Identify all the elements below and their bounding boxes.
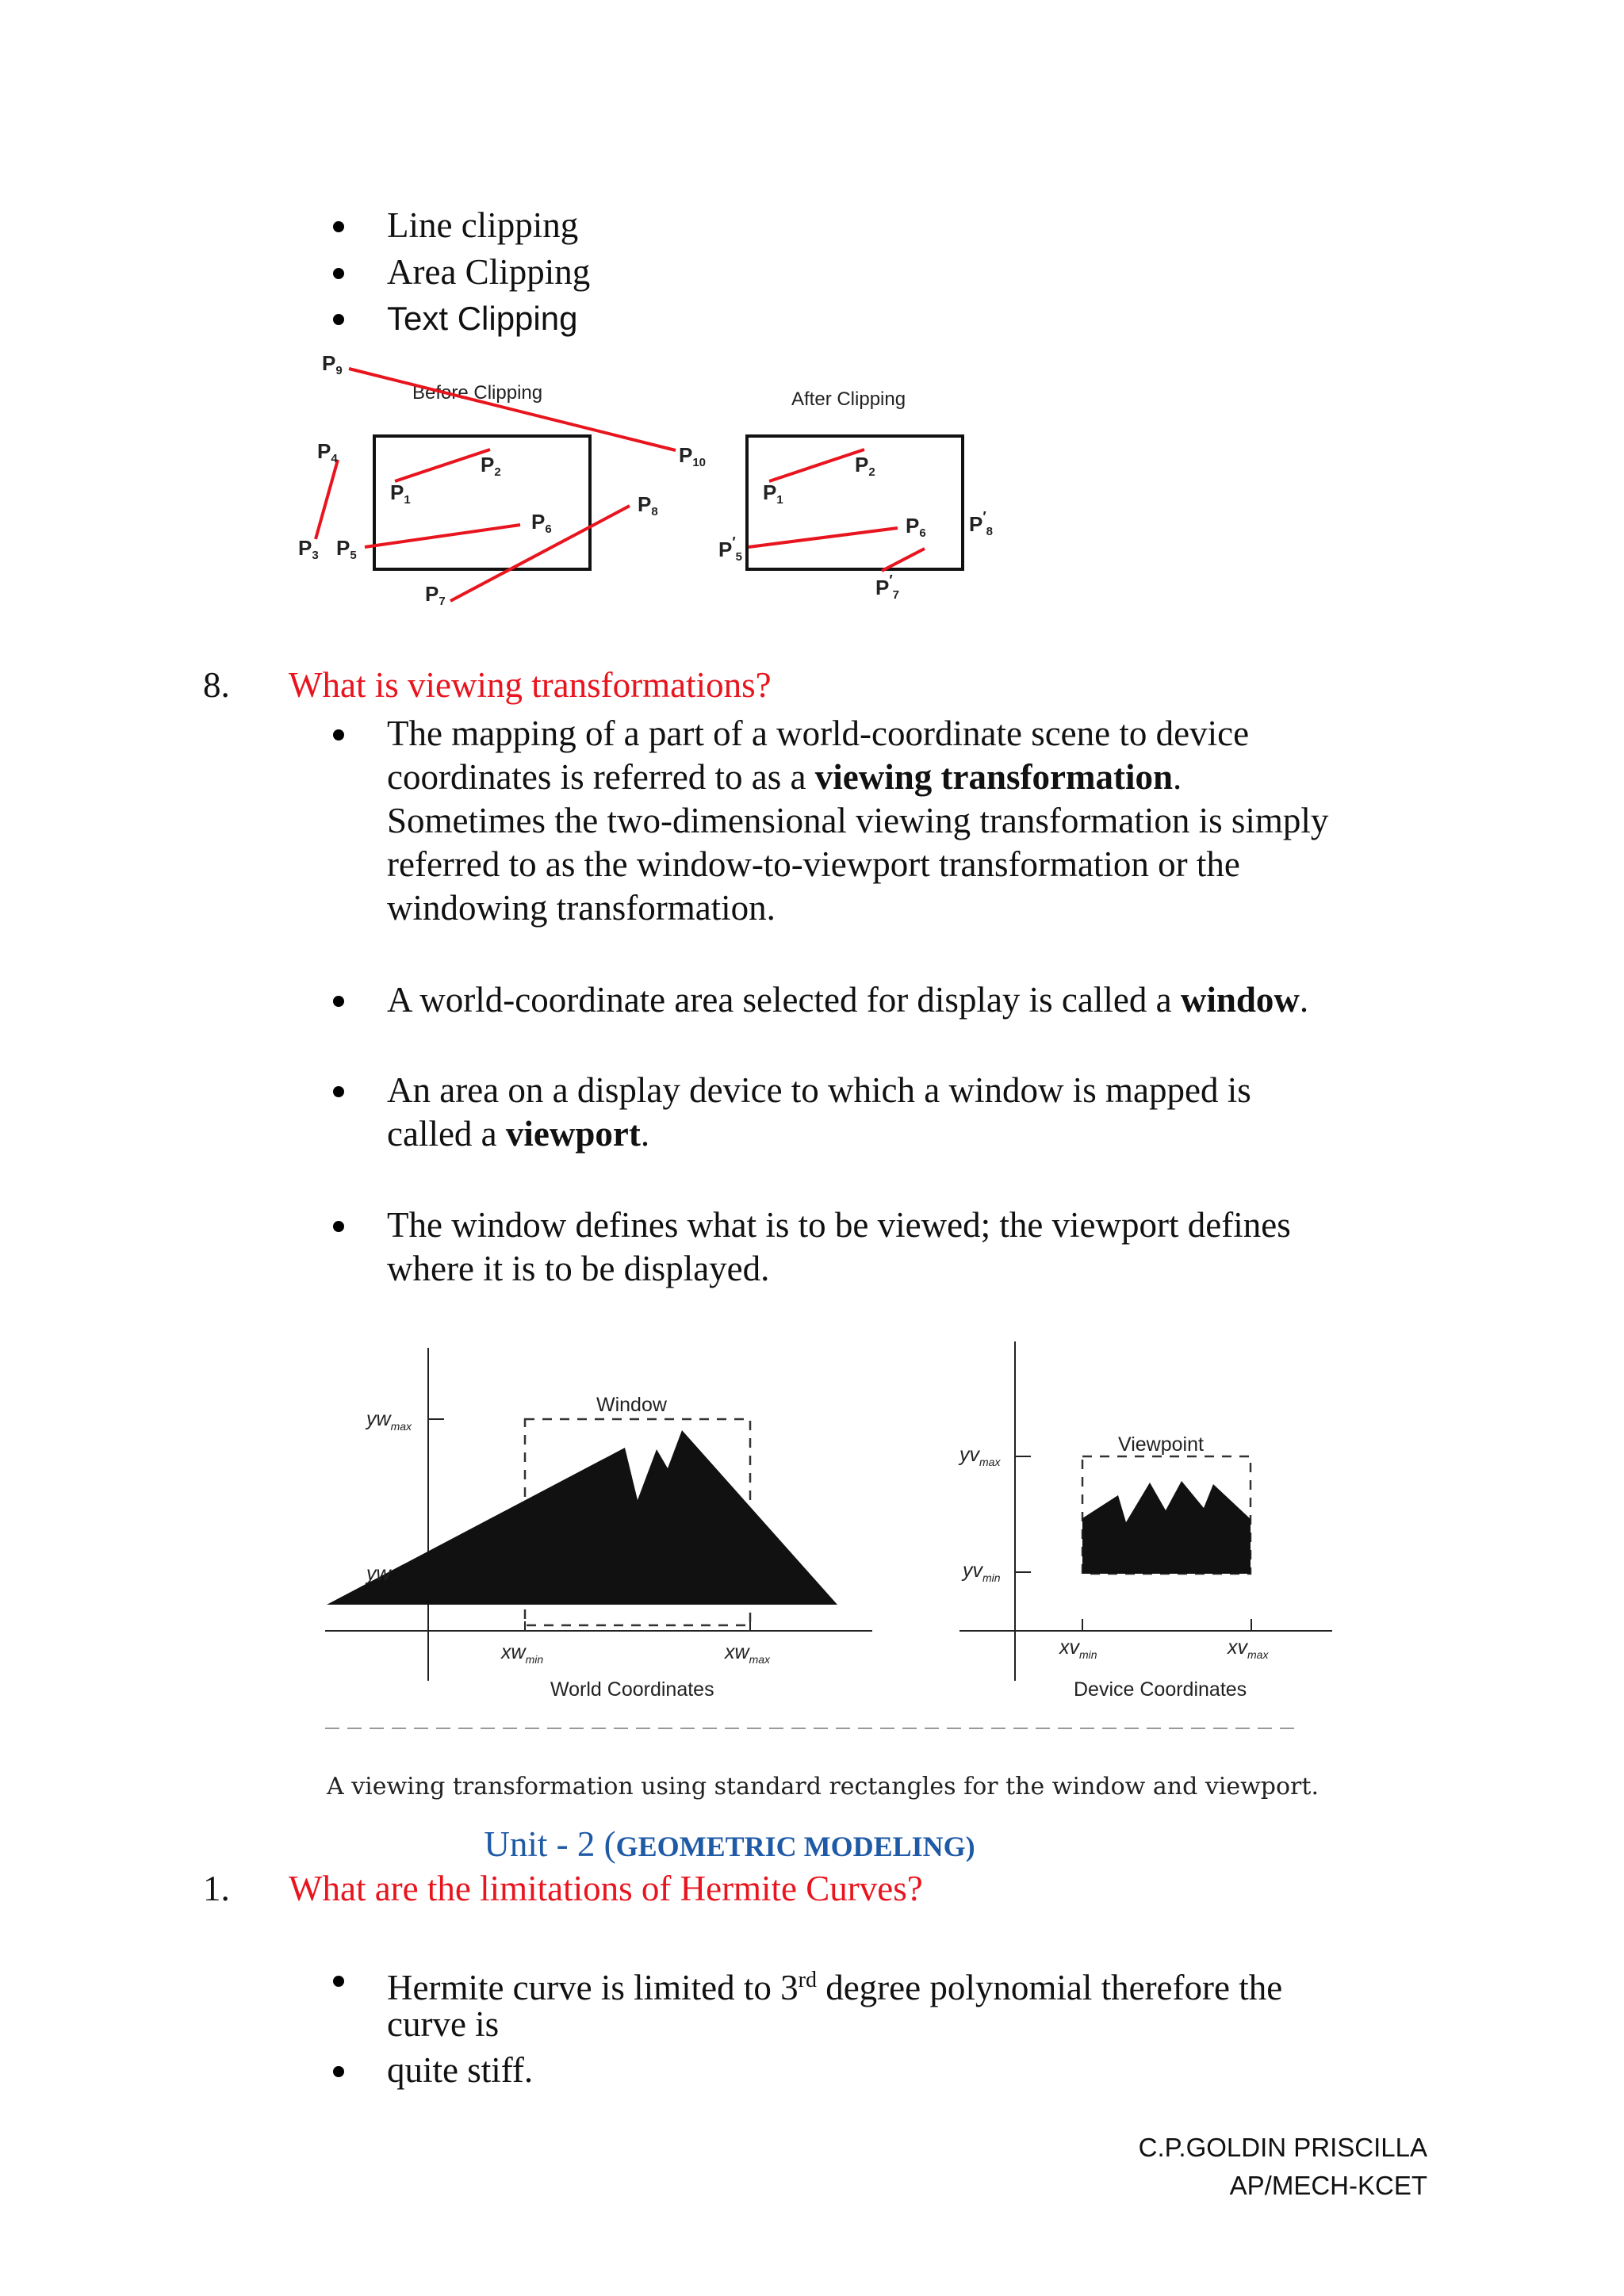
list-item-text: Line clipping — [387, 205, 579, 245]
xv-min-label: $xv_{min}$ — [1059, 1636, 1097, 1661]
label-p7: P7 — [425, 582, 446, 608]
question-title: What is viewing transformations? — [289, 665, 772, 705]
line-p1-p2 — [395, 450, 490, 481]
label-p9: P9 — [322, 351, 343, 377]
paragraph-line: quite stiff. — [387, 2050, 534, 2090]
clipping-figure — [285, 341, 1015, 618]
question-number: 1. — [203, 1869, 230, 1908]
label-p2: P2 — [481, 453, 501, 479]
viewing-transformation-figure — [317, 1332, 1348, 1744]
paragraph-line: called a viewport. — [387, 1114, 650, 1154]
xw-min-label: $xw_{min}$ — [501, 1641, 544, 1666]
bullet-icon — [333, 314, 344, 325]
yw-max-label: $yw_{max}$ — [366, 1408, 412, 1433]
paragraph-line: Sometimes the two-dimensional viewing transformation is simply — [387, 801, 1329, 840]
bullet-icon — [333, 1976, 344, 1987]
bullet-icon — [333, 1086, 344, 1097]
paragraph-line: Hermite curve is limited to 3rd degree polynomial therefore the — [387, 1968, 1283, 2007]
paragraph-line: where it is to be displayed. — [387, 1249, 770, 1288]
label-p5-prime: $P'_5$ — [718, 534, 743, 564]
label-p6-after: P6 — [906, 514, 926, 540]
bullet-icon — [333, 268, 344, 279]
bullet-icon — [333, 221, 344, 232]
label-p5: P5 — [336, 536, 357, 562]
xv-max-label: $xv_{max}$ — [1228, 1636, 1269, 1661]
bullet-icon — [333, 729, 344, 740]
paragraph-line: A world-coordinate area selected for display is called a window. — [387, 980, 1309, 1020]
after-clipping-label: After Clipping — [791, 388, 906, 410]
paragraph-line: The window defines what is to be viewed; the viewport defines — [387, 1205, 1291, 1245]
label-p1-after: P1 — [763, 480, 783, 507]
line-p3-p4 — [316, 460, 338, 539]
yv-min-label: $yv_{min}$ — [963, 1559, 1001, 1584]
bullet-icon — [333, 2066, 344, 2077]
bullet-icon — [333, 1221, 344, 1232]
line-p9-p10 — [349, 369, 676, 450]
unit-heading: Unit - 2 (GEOMETRIC MODELING) — [484, 1824, 975, 1864]
list-item-text: Area Clipping — [387, 252, 591, 292]
line-p1-p2-clipped — [769, 450, 864, 481]
question-number: 8. — [203, 665, 230, 705]
list-item-text: Text Clipping — [387, 300, 578, 337]
window-label: Window — [596, 1394, 667, 1416]
label-p7-prime: $P'_7$ — [875, 572, 900, 602]
question-title: What are the limitations of Hermite Curves? — [289, 1869, 923, 1908]
label-p3: P3 — [298, 536, 319, 562]
label-p4: P4 — [317, 439, 338, 465]
before-clipping-label: Before Clipping — [412, 382, 543, 404]
label-p8: P8 — [638, 492, 658, 519]
footer-line: AP/MECH-KCET — [1229, 2171, 1427, 2200]
viewpoint-label: Viewpoint — [1118, 1433, 1204, 1456]
viewport-scene — [1082, 1481, 1251, 1574]
label-p6: P6 — [531, 510, 552, 536]
figure-caption: A viewing transformation using standard rectangles for the window and viewport. — [327, 1773, 1319, 1800]
label-p1: P1 — [390, 480, 411, 507]
world-scene-mountain — [327, 1430, 837, 1605]
line-p7-p8-clipped — [882, 549, 925, 571]
device-coordinates-label: Device Coordinates — [1074, 1678, 1247, 1701]
label-p10: P10 — [679, 443, 707, 469]
label-p8-prime: $P'_8$ — [969, 509, 994, 538]
label-p2-after: P2 — [855, 453, 875, 479]
yw-min-label: yw — [366, 1563, 391, 1585]
yv-max-label: $yv_{max}$ — [959, 1444, 1001, 1468]
line-p5-p6 — [365, 525, 520, 547]
xw-max-label: $xw_{max}$ — [725, 1641, 771, 1666]
paragraph-line: curve is — [387, 2004, 500, 2044]
paragraph-line: coordinates is referred to as a viewing transformation. — [387, 757, 1182, 797]
world-coordinates-label: World Coordinates — [550, 1678, 714, 1701]
footer-line: C.P.GOLDIN PRISCILLA — [1138, 2133, 1427, 2162]
paragraph-line: An area on a display device to which a window is mapped is — [387, 1070, 1251, 1110]
paragraph-line: windowing transformation. — [387, 888, 776, 928]
bullet-icon — [333, 996, 344, 1007]
line-p5-p6-clipped — [749, 528, 898, 547]
paragraph-line: The mapping of a part of a world-coordinate scene to device — [387, 714, 1250, 753]
paragraph-line: referred to as the window-to-viewport transformation or the — [387, 844, 1240, 884]
footer-author — [1139, 2129, 1427, 2205]
